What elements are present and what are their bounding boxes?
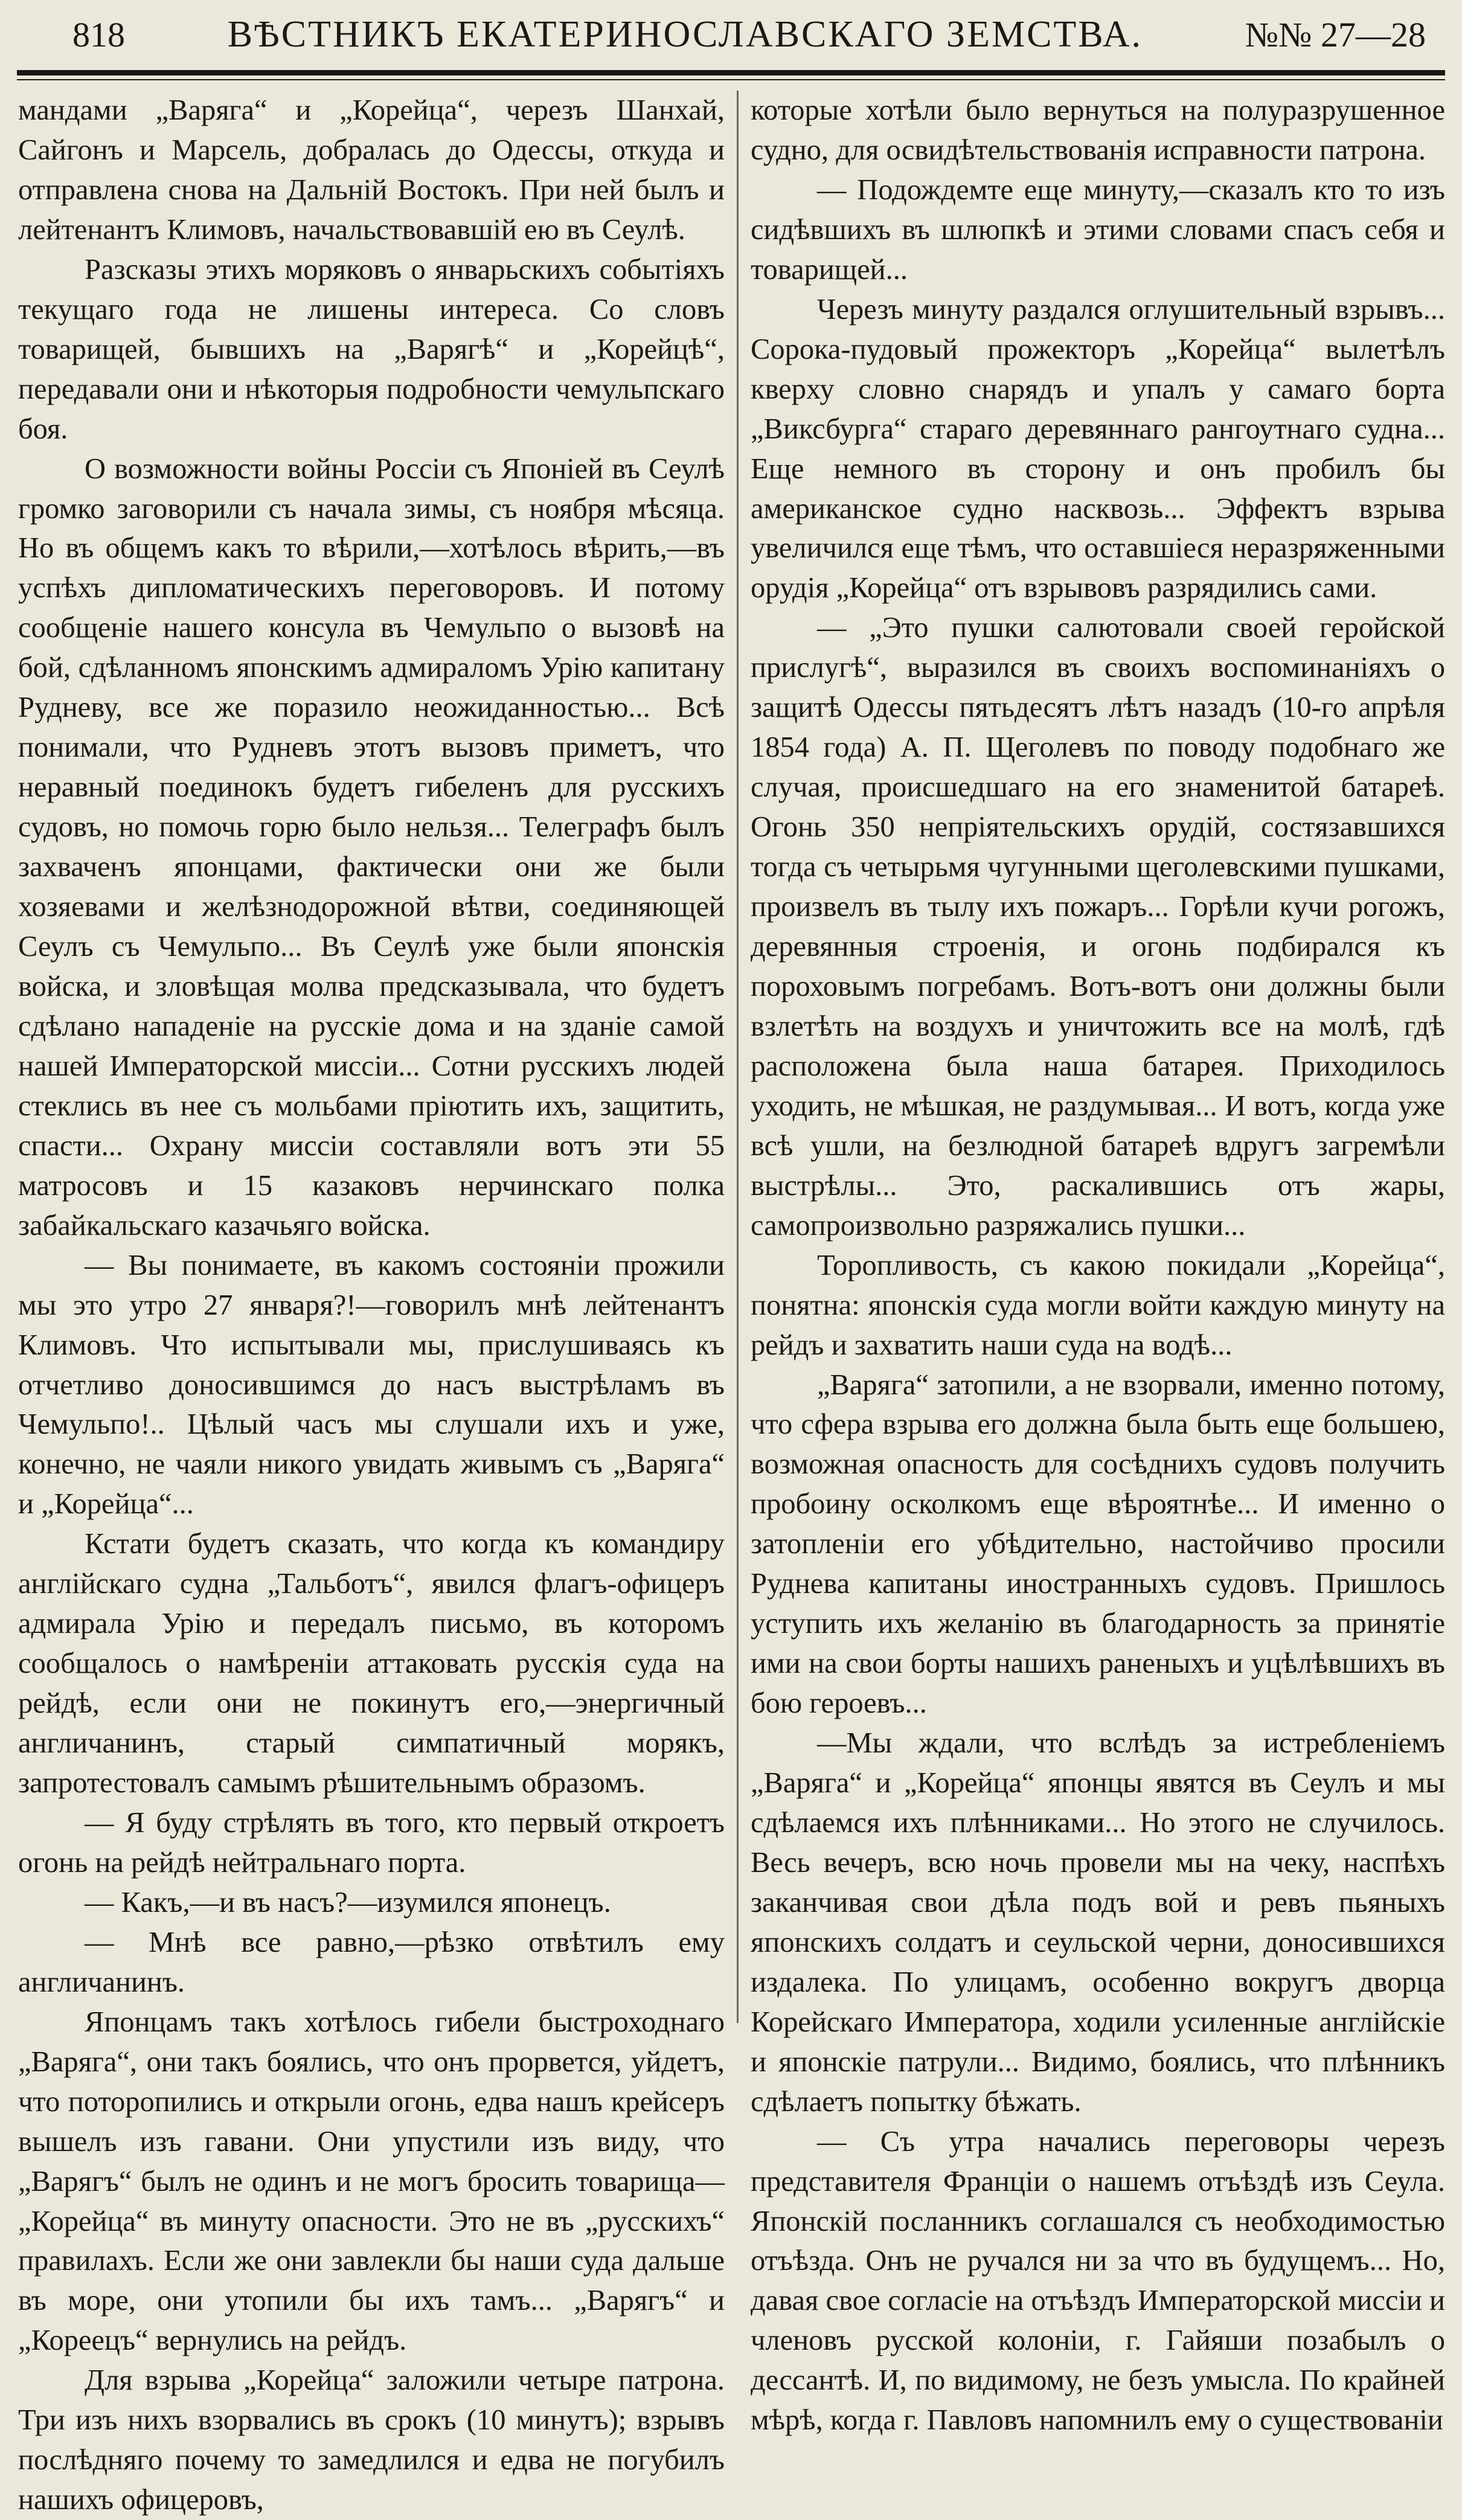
paragraph: Разсказы этихъ моряковъ о январьскихъ событіяхъ текущаго года не лишены интереса. Со словъ товарищей, бывшихъ на „Варягѣ“ и „Корейцѣ“, передавали они и нѣкоторыя подробности чемульпскаго боя.: [18, 253, 725, 445]
column-divider: [737, 91, 739, 2023]
paragraph: которые хотѣли было вернуться на полуразрушенное судно, для освидѣтельствованія исправности патрона.: [751, 94, 1445, 166]
paragraph: — Вы понимаете, въ какомъ состояніи прожили мы это утро 27 января?!—говорилъ мнѣ лейтенантъ Климовъ. Что испытывали мы, прислушиваясь къ отчетливо доносившимся до насъ выстрѣламъ въ Чемульпо!.. Цѣлый часъ мы слушали ихъ и уже, конечно, не чаяли никого увидать живымъ съ „Варяга“ и „Корейца“...: [18, 1249, 725, 1521]
page-header: [72, 13, 1426, 56]
paragraph: — „Это пушки салютовали своей геройской прислугѣ“, выразился въ своихъ воспоминаніяхъ о защитѣ Одессы пятьдесятъ лѣтъ назадъ (10-го апрѣля 1854 года) А. П. Щеголевъ по поводу подобнаго же случая, происшедшаго на его знаменитой батареѣ. Огонь 350 непріятельскихъ орудій, состязавшихся тогда съ четырьмя чугунными щеголевскими пушками, произвелъ въ тылу ихъ пожаръ... Горѣли кучи рогожъ, деревянныя строенія, и огонь подбирался къ пороховымъ погребамъ. Вотъ-вотъ они должны были взлетѣть на воздухъ и уничтожить все на молѣ, гдѣ расположена была наша батарея. Приходилось уходить, не мѣшкая, не раздумывая... И вотъ, когда уже всѣ ушли, на безлюдной батареѣ вдругъ загремѣли выстрѣлы... Это, раскалившись отъ жары, самопроизвольно разряжались пушки...: [751, 612, 1445, 1242]
paragraph: — Я буду стрѣлять въ того, кто первый откроетъ огонь на рейдѣ нейтральнаго порта.: [18, 1806, 725, 1879]
header-rule-thick: [17, 70, 1445, 75]
paragraph: Кстати будетъ сказать, что когда къ командиру англійскаго судна „Тальботъ“, явился флагъ-офицеръ адмирала Урію и передалъ письмо, въ которомъ сообщалось о намѣреніи аттаковать русскія суда на рейдѣ, если они не покинутъ его,—энергичный англичанинъ, старый симпатичный морякъ, запротестовалъ самымъ рѣшительнымъ образомъ.: [18, 1528, 725, 1800]
paragraph: О возможности войны Россіи съ Японіей въ Сеулѣ громко заговорили съ начала зимы, съ ноября мѣсяца. Но въ общемъ какъ то вѣрили,—хотѣлось вѣрить,—въ успѣхъ дипломатическихъ переговоровъ. И потому сообщеніе нашего консула въ Чемульпо о вызовѣ на бой, сдѣланномъ японскимъ адмираломъ Урію капитану Рудневу, все же поразило неожиданностью... Всѣ понимали, что Рудневъ этотъ вызовъ приметъ, что неравный поединокъ будетъ гибеленъ для русскихъ судовъ, но помочь горю было нельзя... Телеграфъ былъ захваченъ японцами, фактически они же были хозяевами и желѣзнодорожной вѣтви, соединяющей Сеулъ съ Чемульпо... Въ Сеулѣ уже были японскія войска, и зловѣщая молва предсказывала, что будетъ сдѣлано нападеніе на русскіе дома и на зданіе самой нашей Императорской миссіи... Сотни русскихъ людей стеклись въ нее съ мольбами пріютить ихъ, защитить, спасти... Охрану миссіи составляли вотъ эти 55 матросовъ и 15 казаковъ нерчинскаго полка забайкальскаго казачьяго войска.: [18, 452, 725, 1242]
paragraph: Для взрыва „Корейца“ заложили четыре патрона. Три изъ нихъ взорвались въ срокъ (10 минутъ); взрывъ послѣдняго почему то замедлился и едва не погубилъ нашихъ офицеровъ,: [18, 2364, 725, 2516]
journal-title: ВѢСТНИКЪ ЕКАТЕРИНОСЛАВСКАГО ЗЕМСТВА.: [227, 13, 1143, 55]
paragraph: — Мнѣ все равно,—рѣзко отвѣтилъ ему англичанинъ.: [18, 1926, 725, 1998]
page-number: 818: [72, 14, 125, 54]
right-column: [751, 91, 1445, 2437]
issue-number: №№ 27—28: [1245, 14, 1426, 54]
paragraph: Японцамъ такъ хотѣлось гибели быстроходнаго „Варяга“, они такъ боялись, что онъ прорвется, уйдетъ, что поторопились и открыли огонь, едва нашъ крейсеръ вышелъ изъ гавани. Они упустили изъ виду, что „Варягъ“ былъ не одинъ и не могъ бросить товарища—„Корейца“ въ минуту опасности. Это не въ „русскихъ“ правилахъ. Если же они завлекли бы наши суда дальше въ море, они утопили бы ихъ тамъ... „Варягъ“ и „Кореецъ“ вернулись на рейдъ.: [18, 2005, 725, 2357]
paragraph: — Подождемте еще минуту,—сказалъ кто то изъ сидѣвшихъ въ шлюпкѣ и этими словами спасъ себя и товарищей...: [751, 173, 1445, 286]
paragraph: Черезъ минуту раздался оглушительный взрывъ... Сорока-пудовый прожекторъ „Корейца“ вылетѣлъ кверху словно снарядъ и упалъ у самаго борта „Виксбурга“ стараго деревяннаго рангоутнаго судна... Еще немного въ сторону и онъ пробилъ бы американское судно насквозь... Эффектъ взрыва увеличился еще тѣмъ, что оставшіеся неразряженными орудія „Корейца“ отъ взрывовъ разрядились сами.: [751, 293, 1445, 604]
paragraph: мандами „Варяга“ и „Корейца“, черезъ Шанхай, Сайгонъ и Марсель, добралась до Одессы, откуда и отправлена снова на Дальній Востокъ. При ней былъ и лейтенантъ Климовъ, начальствовавшій ею въ Сеулѣ.: [18, 94, 725, 246]
header-rule-thin: [17, 79, 1445, 80]
paragraph: —Мы ждали, что вслѣдъ за истребленіемъ „Варяга“ и „Корейца“ японцы явятся въ Сеулъ и мы сдѣлаемся ихъ плѣнниками... Но этого не случилось. Весь вечеръ, всю ночь провели мы на чеку, наспѣхъ заканчивая свои дѣла подъ вой и ревъ пьяныхъ японскихъ солдатъ и сеульской черни, доносившихся издалека. По улицамъ, особенно вокругъ дворца Корейскаго Императора, ходили усиленные англійскіе и японскіе патрули... Видимо, боялись, что плѣнникъ сдѣлаетъ попытку бѣжать.: [751, 1727, 1445, 2118]
left-column: [18, 91, 725, 2516]
paragraph: „Варяга“ затопили, а не взорвали, именно потому, что сфера взрыва его должна была быть еще большею, возможная опасность для сосѣднихъ судовъ получить пробоину осколкомъ еще вѣроятнѣе... И именно о затопленіи его убѣдительно, настойчиво просили Руднева капитаны иностранныхъ судовъ. Пришлось уступить ихъ желанію въ благодарность за принятіе ими на свои борты нашихъ раненыхъ и уцѣлѣвшихъ въ бою героевъ...: [751, 1368, 1445, 1720]
paragraph: — Какъ,—и въ насъ?—изумился японецъ.: [85, 1886, 611, 1919]
paragraph: Торопливость, съ какою покидали „Корейца“, понятна: японскія суда могли войти каждую минуту на рейдъ и захватить наши суда на водѣ...: [751, 1249, 1445, 1361]
paragraph: — Съ утра начались переговоры черезъ представителя Франціи о нашемъ отъѣздѣ изъ Сеула. Японскій посланникъ соглашался съ необходимостью отъѣзда. Онъ не ручался ни за что въ будущемъ... Но, давая свое согласіе на отъѣздъ Императорской миссіи и членовъ русской колоніи, г. Гайяши позабылъ о дессантѣ. И, по видимому, не безъ умысла. По крайней мѣрѣ, когда г. Павловъ напомнилъ ему о существованіи: [751, 2125, 1445, 2437]
